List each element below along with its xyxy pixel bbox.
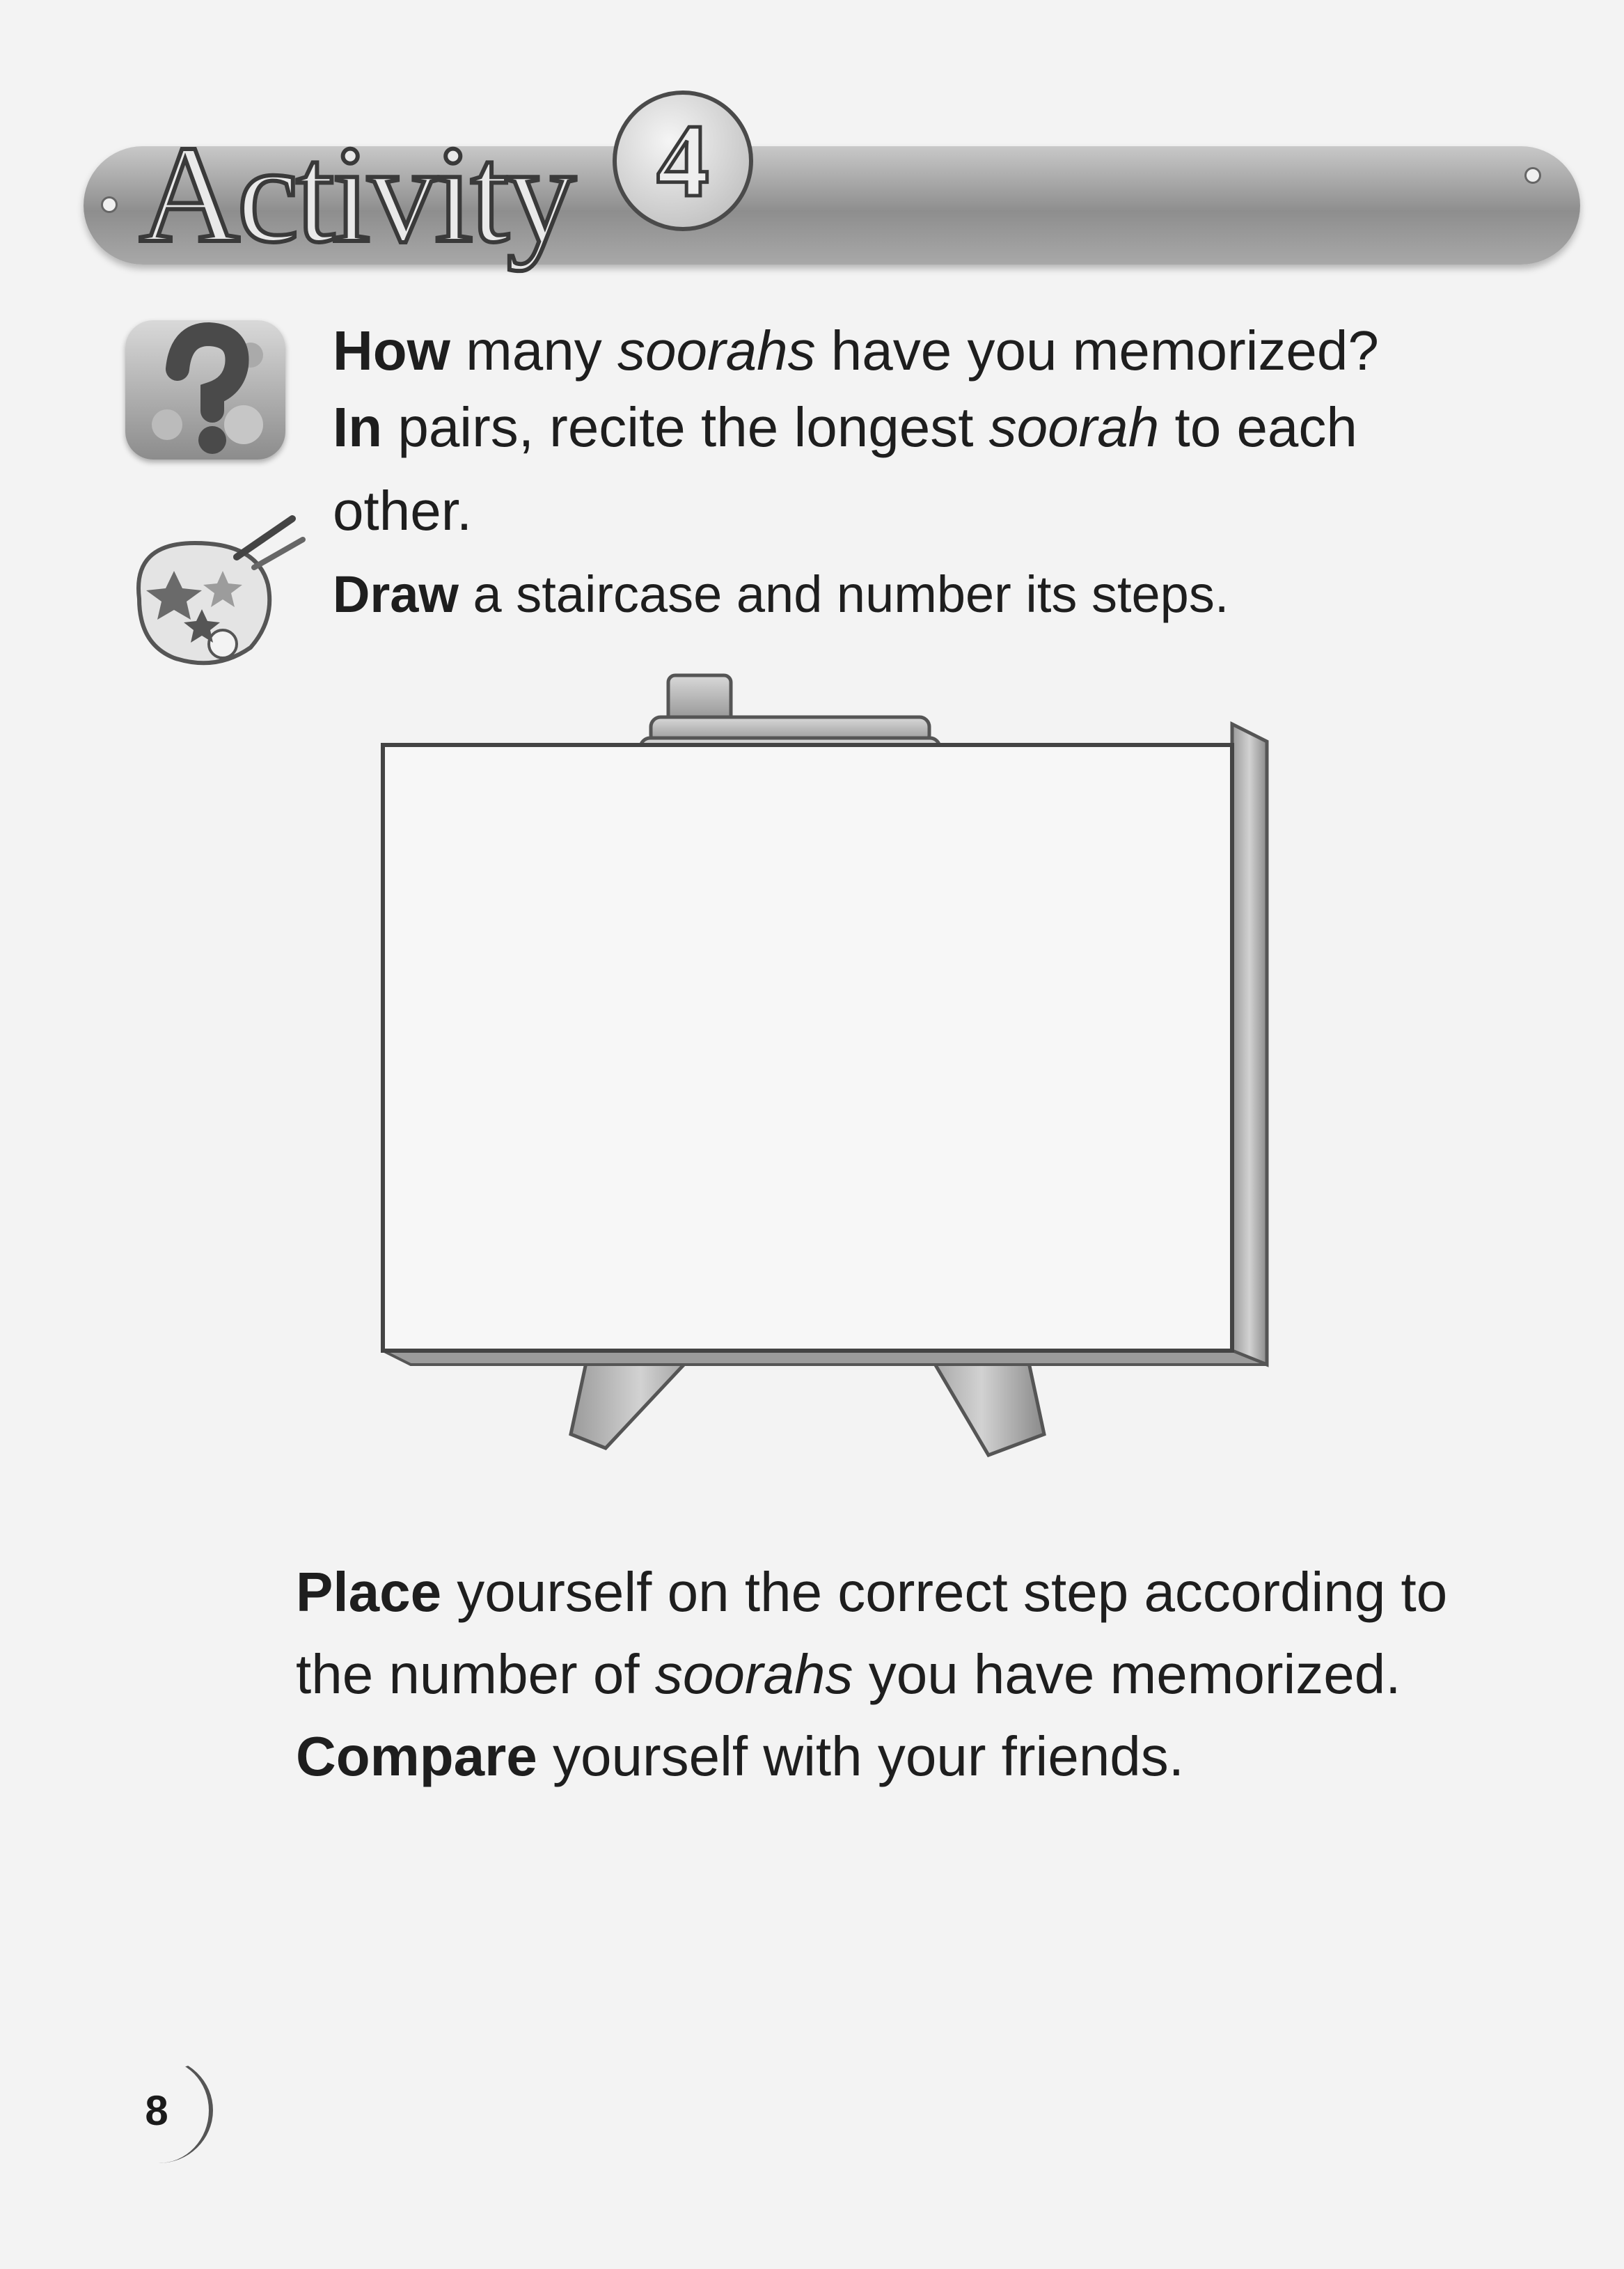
activity-number: 4	[613, 91, 753, 231]
place-text-a: yourself on the correct step according to	[441, 1561, 1448, 1623]
instruction-place	[296, 1551, 1447, 1633]
instruction-recite	[333, 386, 1357, 469]
instruction-place-cont	[296, 1633, 1401, 1716]
draw-text: a staircase and number its steps.	[458, 565, 1229, 623]
instruction-draw	[333, 553, 1229, 636]
place-text-b: the number of	[296, 1643, 655, 1705]
place-italic: soorahs	[654, 1643, 853, 1705]
activity-banner	[63, 84, 1587, 292]
question-how-many	[333, 310, 1379, 392]
place-bold: Place	[296, 1561, 442, 1623]
compare-text: yourself with your friends.	[537, 1725, 1185, 1787]
banner-dot-right	[1524, 167, 1541, 184]
paint-palette-icon	[118, 515, 306, 675]
q1-text-a: many	[450, 320, 617, 382]
place-text-c: you have memorized.	[853, 1643, 1401, 1705]
q2-bold: In	[333, 396, 383, 458]
instruction-recite-cont	[333, 470, 472, 552]
q1-italic: soorahs	[617, 320, 816, 382]
q2-text-c: other.	[333, 480, 473, 542]
draw-bold: Draw	[333, 565, 459, 623]
q1-text-b: have you memorized?	[815, 320, 1379, 382]
page-number: 8	[104, 2057, 213, 2163]
activity-title: Activity	[139, 118, 574, 272]
instruction-compare	[296, 1716, 1184, 1798]
q2-text-a: pairs, recite the longest	[382, 396, 989, 458]
drawing-easel	[362, 661, 1295, 1469]
question-mark-icon	[125, 320, 285, 460]
q1-bold: How	[333, 320, 450, 382]
q2-italic: soorah	[988, 396, 1160, 458]
q2-text-b: to each	[1159, 396, 1357, 458]
banner-dot-left	[101, 196, 118, 213]
compare-bold: Compare	[296, 1725, 537, 1787]
